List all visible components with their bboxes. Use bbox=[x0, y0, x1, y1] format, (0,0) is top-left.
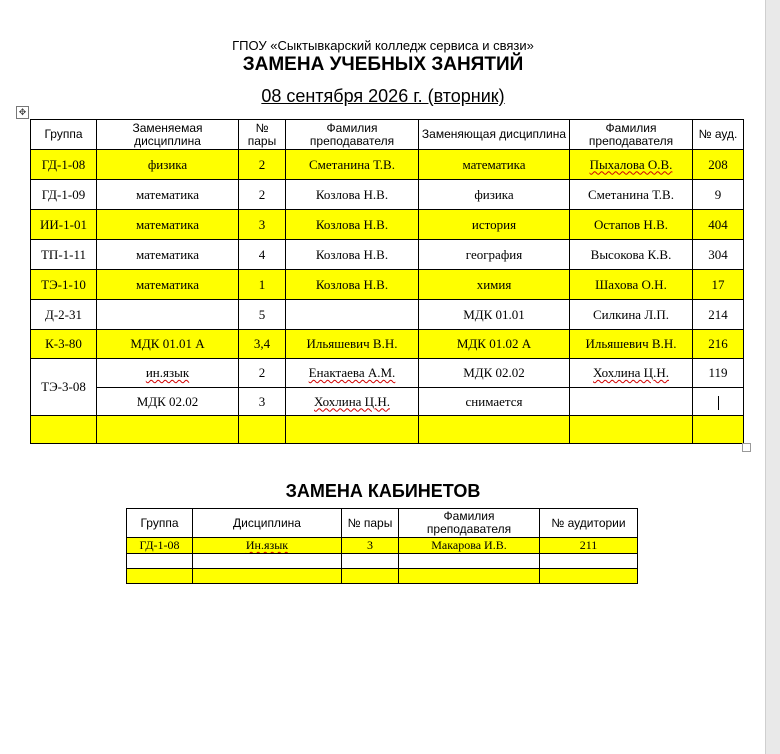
cell-new-teacher: Шахова О.Н. bbox=[570, 270, 693, 300]
table-row bbox=[31, 210, 744, 240]
table-row bbox=[127, 538, 638, 554]
cell-teacher: Макарова И.В. bbox=[399, 538, 540, 554]
cell-empty bbox=[693, 416, 744, 444]
cell-room: 9 bbox=[693, 180, 744, 210]
cell-empty bbox=[399, 569, 540, 584]
cell-pair: 2 bbox=[239, 359, 286, 388]
col-header-pair: № пары bbox=[342, 509, 399, 538]
cell-old-subject bbox=[97, 300, 239, 330]
cell-new-subject: МДК 02.02 bbox=[419, 359, 570, 388]
cell-old-teacher: Козлова Н.В. bbox=[286, 210, 419, 240]
col-header-subject: Дисциплина bbox=[193, 509, 342, 538]
cell-new-teacher bbox=[570, 388, 693, 416]
cell-new-teacher: Высокова К.В. bbox=[570, 240, 693, 270]
cell-empty bbox=[127, 569, 193, 584]
cell-room: 214 bbox=[693, 300, 744, 330]
cell-old-subject: МДК 01.01 А bbox=[97, 330, 239, 359]
cell-old-subject: МДК 02.02 bbox=[97, 388, 239, 416]
cell-old-teacher: Ильяшевич В.Н. bbox=[286, 330, 419, 359]
cell-pair: 3 bbox=[239, 210, 286, 240]
col-header-pair: № пары bbox=[239, 120, 286, 150]
page-title: ЗАМЕНА УЧЕБНЫХ ЗАНЯТИЙ bbox=[242, 54, 524, 75]
table-row-empty bbox=[31, 416, 744, 444]
cell-pair: 3 bbox=[239, 388, 286, 416]
cell-pair: 2 bbox=[239, 150, 286, 180]
cell-room: 211 bbox=[540, 538, 638, 554]
cell-old-subject: ин.язык bbox=[145, 365, 190, 380]
table-row bbox=[31, 180, 744, 210]
col-header-group: Группа bbox=[31, 120, 97, 150]
col-header-new-subject: Заменяющая дисциплина bbox=[419, 120, 570, 150]
cell-new-teacher: Пыхалова О.В. bbox=[589, 156, 673, 172]
cell-old-teacher bbox=[286, 300, 419, 330]
cell-old-subject: математика bbox=[97, 240, 239, 270]
cell-empty bbox=[399, 554, 540, 569]
table-row-empty bbox=[127, 569, 638, 584]
cell-old-teacher: Енактаева А.М. bbox=[308, 365, 396, 380]
cell-old-teacher-wrap bbox=[286, 388, 419, 416]
cell-old-subject: математика bbox=[97, 180, 239, 210]
cell-pair: 1 bbox=[239, 270, 286, 300]
table-move-handle-icon[interactable]: ✥ bbox=[16, 106, 29, 119]
cell-new-teacher: Хохлина Ц.Н. bbox=[593, 365, 669, 380]
col-header-new-teacher: Фамилия преподавателя bbox=[570, 120, 693, 150]
table-row bbox=[31, 270, 744, 300]
cell-empty bbox=[193, 569, 342, 584]
cell-old-teacher: Козлова Н.В. bbox=[286, 180, 419, 210]
cell-empty bbox=[239, 416, 286, 444]
cell-empty bbox=[570, 416, 693, 444]
table-row bbox=[31, 240, 744, 270]
col-header-old-subject: Заменяемая дисциплина bbox=[97, 120, 239, 150]
cell-empty bbox=[31, 416, 97, 444]
cell-room[interactable] bbox=[693, 388, 744, 416]
table-row bbox=[31, 359, 744, 388]
cell-subject: Ин.язык bbox=[245, 538, 289, 552]
cell-new-teacher: Сметанина Т.В. bbox=[570, 180, 693, 210]
table-header-row bbox=[127, 509, 638, 538]
cell-new-subject: МДК 01.02 А bbox=[419, 330, 570, 359]
cell-pair: 3 bbox=[342, 538, 399, 554]
cell-empty bbox=[342, 569, 399, 584]
cell-pair: 2 bbox=[239, 180, 286, 210]
cell-room: 304 bbox=[693, 240, 744, 270]
cell-room: 404 bbox=[693, 210, 744, 240]
cell-empty bbox=[127, 554, 193, 569]
cell-new-subject: история bbox=[419, 210, 570, 240]
cell-pair: 3,4 bbox=[239, 330, 286, 359]
cell-empty bbox=[97, 416, 239, 444]
col-header-room: № аудитории bbox=[540, 509, 638, 538]
table-row bbox=[31, 300, 744, 330]
org-name: ГПОУ «Сыктывкарский колледж сервиса и связи» bbox=[232, 38, 534, 53]
cell-group: ТЭ-1-10 bbox=[31, 270, 97, 300]
cell-group: ГД-1-08 bbox=[31, 150, 97, 180]
cell-new-teacher: Остапов Н.В. bbox=[570, 210, 693, 240]
cell-group: Д-2-31 bbox=[31, 300, 97, 330]
col-header-old-teacher: Фамилия преподавателя bbox=[286, 120, 419, 150]
cell-room: 208 bbox=[693, 150, 744, 180]
cell-room: 216 bbox=[693, 330, 744, 359]
cell-new-teacher-wrap bbox=[570, 150, 693, 180]
cell-new-subject: география bbox=[419, 240, 570, 270]
cell-pair: 5 bbox=[239, 300, 286, 330]
table-row bbox=[31, 388, 744, 416]
col-header-group: Группа bbox=[127, 509, 193, 538]
col-header-teacher: Фамилия преподавателя bbox=[399, 509, 540, 538]
cell-empty bbox=[540, 554, 638, 569]
cell-new-teacher: Ильяшевич В.Н. bbox=[570, 330, 693, 359]
cell-old-teacher: Сметанина Т.В. bbox=[286, 150, 419, 180]
cell-empty bbox=[193, 554, 342, 569]
cell-new-teacher: Силкина Л.П. bbox=[570, 300, 693, 330]
cell-empty bbox=[419, 416, 570, 444]
table-row-empty bbox=[127, 554, 638, 569]
cell-pair: 4 bbox=[239, 240, 286, 270]
cell-old-teacher: Хохлина Ц.Н. bbox=[314, 393, 390, 409]
cell-group: ГД-1-09 bbox=[31, 180, 97, 210]
cell-old-subject: физика bbox=[97, 150, 239, 180]
cell-empty bbox=[540, 569, 638, 584]
cell-group: ГД-1-08 bbox=[127, 538, 193, 554]
lesson-substitution-table bbox=[30, 119, 744, 444]
table-resize-handle[interactable] bbox=[742, 443, 751, 452]
table-row bbox=[31, 150, 744, 180]
scrollbar-track[interactable] bbox=[765, 0, 780, 754]
cell-new-subject: МДК 01.01 bbox=[419, 300, 570, 330]
cell-old-subject-wrap bbox=[97, 359, 239, 388]
cell-new-subject: математика bbox=[419, 150, 570, 180]
cell-group: ТЭ-3-08 bbox=[31, 359, 97, 416]
room-substitution-table bbox=[126, 508, 638, 584]
cell-old-subject: математика bbox=[97, 210, 239, 240]
cell-empty bbox=[286, 416, 419, 444]
cell-empty bbox=[342, 554, 399, 569]
cell-old-teacher-wrap bbox=[286, 359, 419, 388]
cell-group: ТП-1-11 bbox=[31, 240, 97, 270]
cell-group: ИИ-1-01 bbox=[31, 210, 97, 240]
cell-old-teacher: Козлова Н.В. bbox=[286, 270, 419, 300]
cell-new-subject: физика bbox=[419, 180, 570, 210]
cell-room: 119 bbox=[693, 359, 744, 388]
cell-subject-wrap bbox=[193, 538, 342, 554]
table-header-row bbox=[31, 120, 744, 150]
rooms-section-title: ЗАМЕНА КАБИНЕТОВ bbox=[285, 481, 481, 501]
schedule-date: 08 сентября 2026 г. (вторник) bbox=[261, 86, 505, 106]
cell-new-subject: химия bbox=[419, 270, 570, 300]
text-cursor bbox=[718, 396, 719, 410]
cell-room: 17 bbox=[693, 270, 744, 300]
cell-group: К-3-80 bbox=[31, 330, 97, 359]
table-row bbox=[31, 330, 744, 359]
cell-old-teacher: Козлова Н.В. bbox=[286, 240, 419, 270]
cell-new-teacher-wrap bbox=[570, 359, 693, 388]
cell-new-subject: снимается bbox=[419, 388, 570, 416]
cell-old-subject: математика bbox=[97, 270, 239, 300]
col-header-room: № ауд. bbox=[693, 120, 744, 150]
